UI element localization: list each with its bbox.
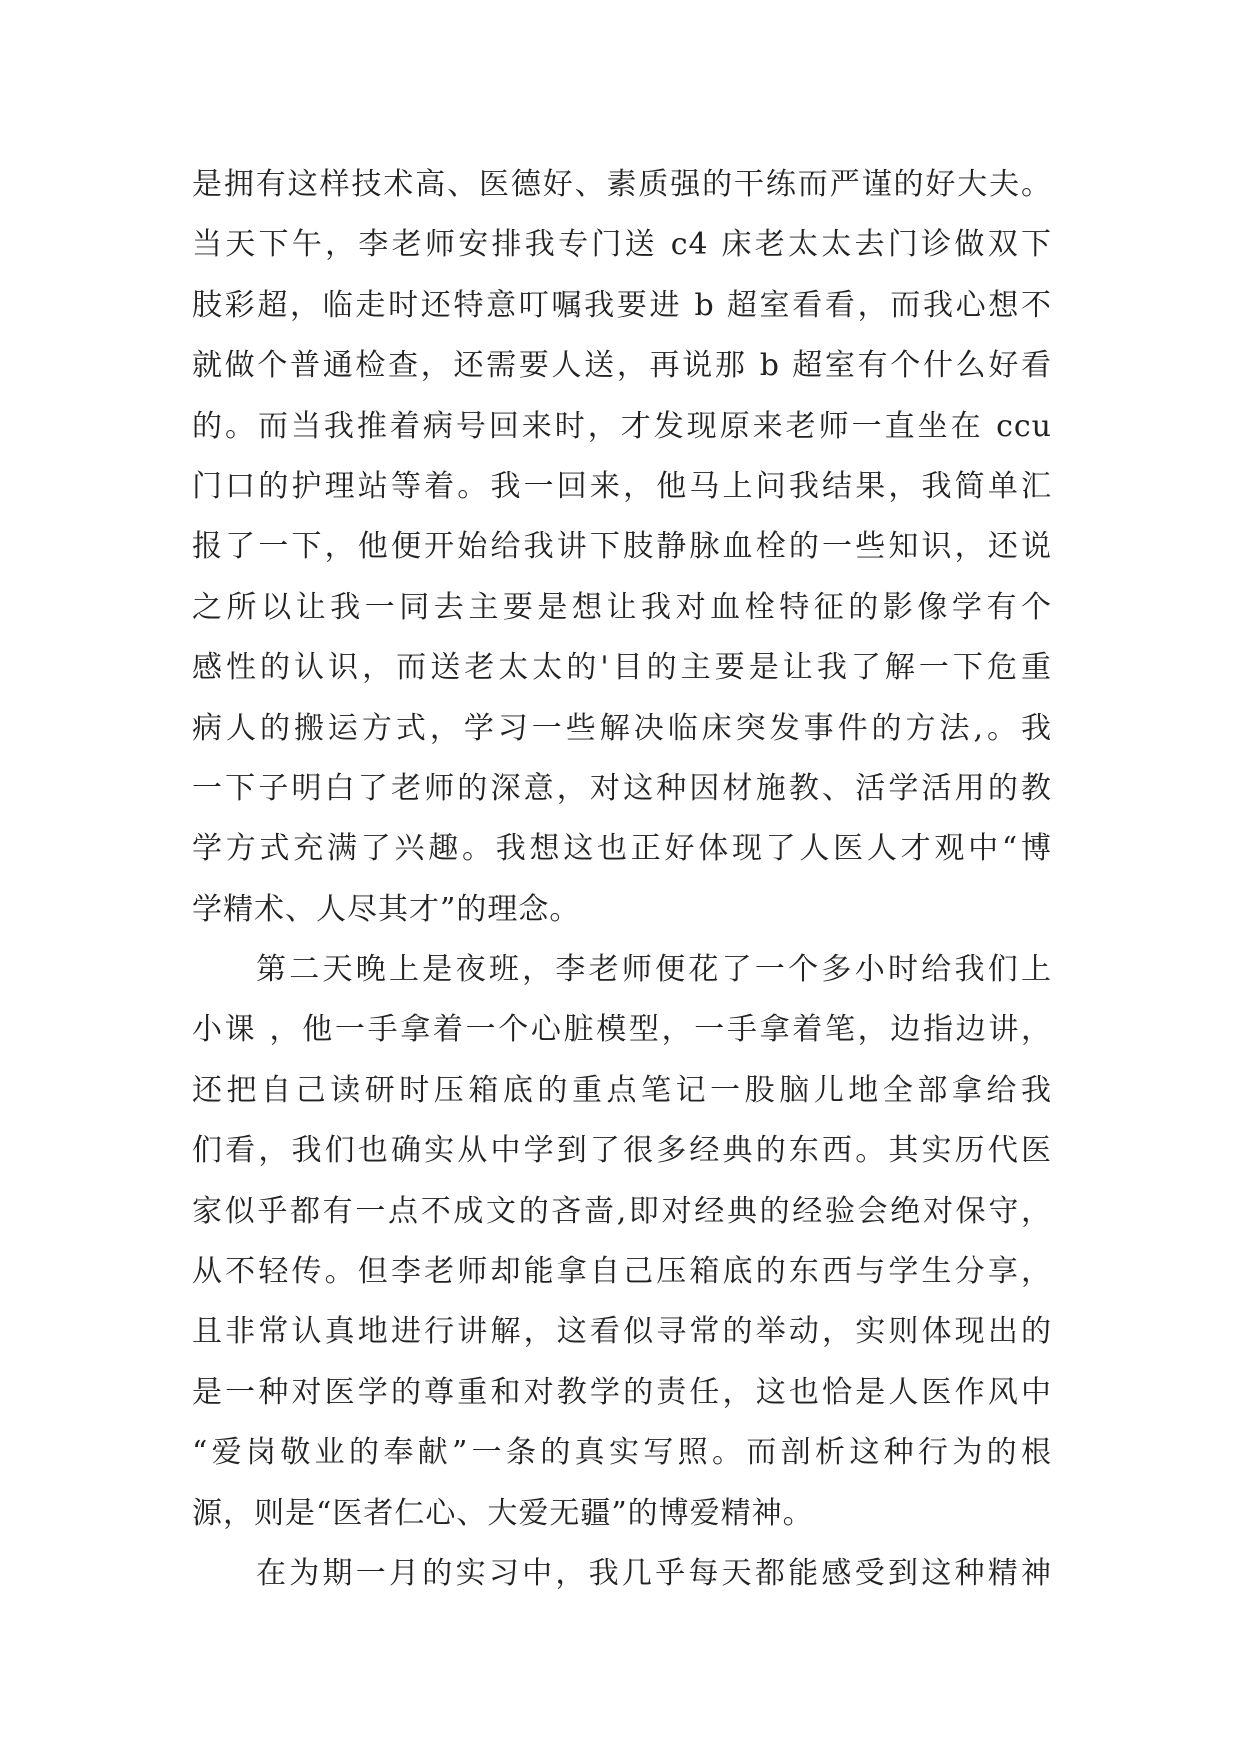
text-line: 小课 ，他一手拿着一个心脏模型，一手拿着笔，边指边讲， [192, 1012, 1052, 1048]
text-line: 是拥有这样技术高、医德好、素质强的干练而严谨的好大夫。 [192, 167, 1052, 202]
text-line: 病人的搬运方式，学习一些解决临床突发事件的方法,。我 [192, 710, 1052, 746]
text-line: 的。而当我推着病号回来时，才发现原来老师一直坐在 ccu [192, 408, 1052, 444]
text-line: 肢彩超，临走时还特意叮嘱我要进 b 超室看看，而我心想不 [192, 287, 1052, 323]
paragraph-end-line: 源，则是“医者仁心、大爱无疆”的博爱精神。 [192, 1495, 814, 1531]
text-line: 感性的认识，而送老太太的'目的主要是让我了解一下危重 [192, 650, 1052, 686]
body-text [192, 155, 1052, 1604]
text-line: 还把自己读研时压箱底的重点笔记一股脑儿地全部拿给我 [192, 1072, 1052, 1108]
text-line: 们看，我们也确实从中学到了很多经典的东西。其实历代医 [192, 1133, 1052, 1169]
text-line: 就做个普通检查，还需要人送，再说那 b 超室有个什么好看 [192, 348, 1052, 384]
text-line: 之所以让我一同去主要是想让我对血栓特征的影像学有个 [192, 589, 1052, 625]
text-line: 报了一下，他便开始给我讲下肢静脉血栓的一些知识，还说 [192, 529, 1052, 565]
text-line: 家似乎都有一点不成文的吝啬,即对经典的经验会绝对保守， [192, 1193, 1052, 1229]
paragraph-first-line: 在为期一月的实习中，我几乎每天都能感受到这种精神 [256, 1555, 1052, 1591]
text-line: 当天下午，李老师安排我专门送 c4 床老太太去门诊做双下 [192, 227, 1052, 263]
paragraph-end-line: 学精术、人尽其才”的理念。 [192, 891, 581, 927]
paragraph-first-line: 第二天晚上是夜班，李老师便花了一个多小时给我们上 [256, 952, 1052, 988]
text-line: 一下子明白了老师的深意，对这种因材施教、活学活用的教 [192, 770, 1052, 806]
text-line: 学方式充满了兴趣。我想这也正好体现了人医人才观中“博 [192, 831, 1052, 867]
text-line: 是一种对医学的尊重和对教学的责任，这也恰是人医作风中 [192, 1374, 1052, 1410]
text-line: “爱岗敬业的奉献”一条的真实写照。而剖析这种行为的根 [192, 1435, 1052, 1471]
text-line: 门口的护理站等着。我一回来，他马上问我结果，我简单汇 [192, 468, 1052, 504]
text-line: 从不轻传。但李老师却能拿自己压箱底的东西与学生分享， [192, 1254, 1052, 1290]
text-line: 且非常认真地进行讲解，这看似寻常的举动，实则体现出的 [192, 1314, 1052, 1350]
